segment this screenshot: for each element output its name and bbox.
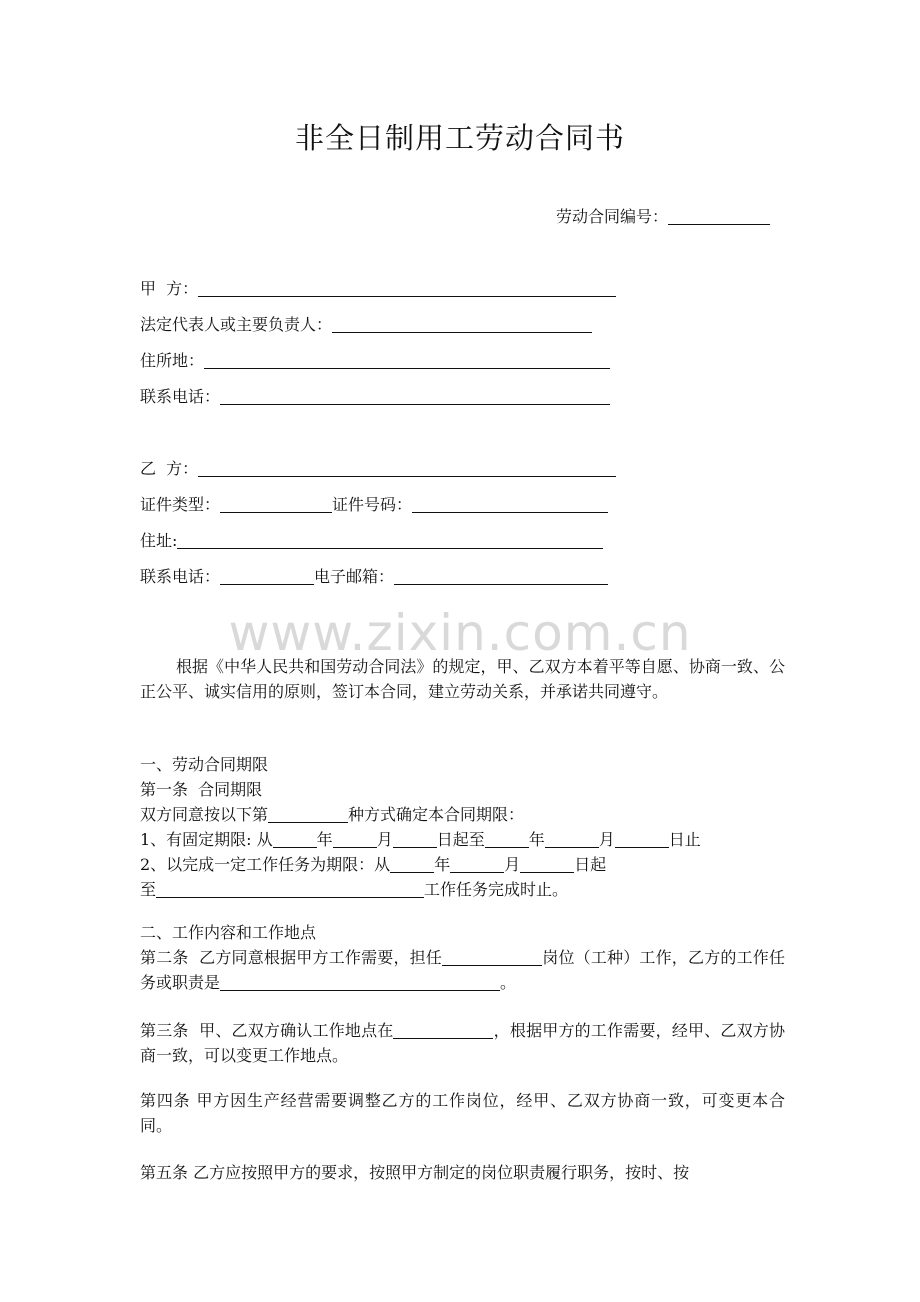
- duties-field[interactable]: [220, 975, 500, 991]
- end-year-field[interactable]: [485, 832, 529, 848]
- article-2-text-a: 第二条 乙方同意根据甲方工作需要，担任: [140, 948, 443, 967]
- year-label: 年: [528, 830, 545, 849]
- party-b-id-type-field[interactable]: [220, 497, 332, 513]
- section-1-heading: 一、劳动合同期限: [140, 755, 269, 774]
- party-b-name-field[interactable]: [198, 461, 616, 477]
- article-3: [140, 1018, 785, 1068]
- task-description-field[interactable]: [156, 882, 424, 898]
- party-b-address-label: 住址:: [140, 531, 178, 550]
- intro-paragraph: 根据《中华人民共和国劳动合同法》的规定，甲、乙双方本着平等自愿、协商一致、公正公平、诚实信用的原则，签订本合同，建立劳动关系，并承诺共同遵守。: [140, 657, 785, 701]
- party-a-name-line: [140, 278, 616, 300]
- party-b-email-label: 电子邮箱：: [314, 567, 395, 586]
- article-3-text-a: 第三条 甲、乙双方确认工作地点在: [140, 1021, 394, 1040]
- month-label: 月: [504, 855, 521, 874]
- article-1-text-a: 双方同意按以下第: [140, 805, 269, 824]
- article-3-text-b: ，根据甲方的工作需要，经甲、乙双方协商一致，可以变更工作地点。: [140, 1021, 785, 1065]
- party-b-phone-field[interactable]: [220, 569, 314, 585]
- article-1-title: 第一条 合同期限: [140, 780, 263, 799]
- contract-number-field[interactable]: [668, 209, 770, 225]
- option-2-line: [140, 852, 785, 877]
- party-b-id-no-field[interactable]: [412, 497, 608, 513]
- option-2-lead: 2、以完成一定工作任务为期限：从: [140, 855, 391, 874]
- party-a-rep-field[interactable]: [332, 317, 592, 333]
- contract-number-label: 劳动合同编号：: [556, 207, 669, 226]
- end-day-field[interactable]: [615, 832, 669, 848]
- section-2-heading: 二、工作内容和工作地点: [140, 923, 317, 942]
- option-1-lead: 1、有固定期限: 从: [140, 830, 273, 849]
- option-2-tail: 工作任务完成时止。: [424, 880, 569, 899]
- party-a-address-line: [140, 350, 610, 372]
- party-b-address-field[interactable]: [177, 533, 603, 549]
- task-start-month-field[interactable]: [450, 857, 504, 873]
- month-label: 月: [598, 830, 615, 849]
- party-a-phone-label: 联系电话：: [140, 387, 221, 406]
- day-end-label: 日止: [668, 830, 701, 849]
- term-option-field[interactable]: [268, 807, 348, 823]
- start-month-field[interactable]: [333, 832, 377, 848]
- party-b-email-field[interactable]: [394, 569, 608, 585]
- party-b-id-no-label: 证件号码：: [332, 495, 413, 514]
- position-field[interactable]: [442, 950, 542, 966]
- party-a-name-field[interactable]: [198, 281, 616, 297]
- party-b-phone-label: 联系电话：: [140, 567, 221, 586]
- party-b-contact-line: [140, 566, 608, 588]
- party-a-rep-line: [140, 314, 592, 336]
- day-start-label: 日起: [574, 855, 607, 874]
- section-1: [140, 752, 785, 902]
- party-b-address-line: [140, 530, 603, 552]
- article-1-text-b: 种方式确定本合同期限：: [348, 805, 525, 824]
- article-2-text-b: 岗位（工种）工作，乙方的工作任务或职责是: [140, 948, 785, 992]
- party-b-id-line: [140, 494, 608, 516]
- page-title: 非全日制用工劳动合同书: [294, 121, 625, 155]
- article-1-text: [140, 802, 785, 827]
- party-b-name-label: 乙 方：: [140, 459, 199, 478]
- watermark: www.zixin.com.cn: [228, 604, 692, 662]
- article-5: 第五条 乙方应按照甲方的要求，按照甲方制定的岗位职责履行职务，按时、按: [140, 1163, 690, 1182]
- party-b-id-type-label: 证件类型：: [140, 495, 221, 514]
- option-2-to-label: 至: [140, 880, 157, 899]
- party-a-rep-label: 法定代表人或主要负责人：: [140, 315, 333, 334]
- task-start-year-field[interactable]: [390, 857, 434, 873]
- party-a-name-label: 甲 方：: [140, 279, 199, 298]
- section-2: [140, 920, 785, 995]
- article-4: 第四条 甲方因生产经营需要调整乙方的工作岗位，经甲、乙双方协商一致，可变更本合同。: [140, 1091, 785, 1135]
- article-2-end: 。: [500, 973, 517, 992]
- party-a-phone-line: [140, 386, 610, 408]
- end-month-field[interactable]: [545, 832, 599, 848]
- month-label: 月: [376, 830, 393, 849]
- year-label: 年: [434, 855, 451, 874]
- article-2: [140, 945, 785, 995]
- party-a-phone-field[interactable]: [220, 389, 610, 405]
- contract-number-line: [556, 204, 770, 227]
- work-location-field[interactable]: [393, 1023, 493, 1039]
- party-a-address-label: 住所地：: [140, 351, 205, 370]
- start-day-field[interactable]: [393, 832, 437, 848]
- option-2-continued: [140, 877, 785, 902]
- start-year-field[interactable]: [273, 832, 317, 848]
- year-label: 年: [316, 830, 333, 849]
- party-b-name-line: [140, 458, 616, 480]
- option-1-line: [140, 827, 785, 852]
- task-start-day-field[interactable]: [520, 857, 574, 873]
- from-to-label: 日起至: [436, 830, 485, 849]
- party-a-address-field[interactable]: [204, 353, 610, 369]
